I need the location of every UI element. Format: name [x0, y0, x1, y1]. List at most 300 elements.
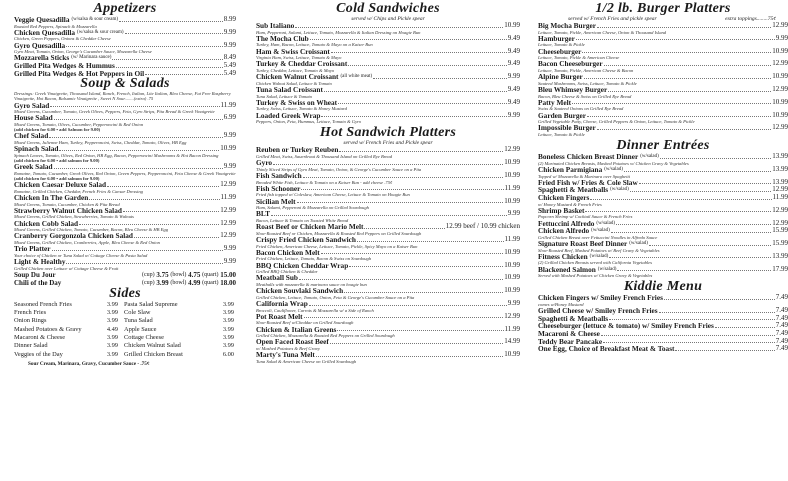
menu-item-name: Turkey & Swiss on Wheat [256, 97, 338, 107]
menu-item [256, 146, 520, 159]
menu-item [538, 35, 788, 48]
menu-item-name: Chicken Walnut Croissant [256, 72, 339, 82]
menu-item-price: 9.99 [507, 298, 520, 307]
menu-item-row [14, 114, 236, 122]
menu-item-description: Mixed Greens, Grilled Chicken, Strawberries, Tomato & Walnuts [14, 214, 134, 220]
menu-item-price: 7.49 [775, 321, 788, 330]
menu-item-row [256, 210, 520, 218]
sides-row [14, 334, 236, 342]
menu-item-price: 9.99 [507, 72, 520, 81]
menu-item [538, 194, 788, 207]
side-price: 3.99 [106, 309, 118, 317]
menu-item-row [538, 124, 788, 132]
burgers-subtitle: served w/ French Fries and pickle spear [568, 16, 657, 22]
menu-item-row [538, 73, 788, 81]
side-name: Pasta Salad Supreme [124, 300, 178, 308]
sides-heading: Sides [109, 285, 141, 301]
leader-dots [664, 294, 775, 300]
side-left [14, 326, 118, 334]
menu-item-price: 11.99 [504, 324, 520, 333]
leader-dots [348, 60, 506, 66]
menu-item-row [14, 145, 236, 153]
menu-item-price: 7.49 [775, 336, 788, 345]
menu-item-row [538, 253, 788, 261]
menu-item-row [538, 35, 788, 43]
menu-item-price: 11.99 [772, 192, 788, 201]
menu-item-name: Blackened Salmon [538, 264, 596, 274]
menu-item-name: Spinach Salad [14, 144, 59, 154]
menu-item [256, 22, 520, 35]
leader-dots [301, 185, 503, 191]
cold-subtitle: served w/ Chips and Pickle spear [351, 16, 425, 22]
menu-item-row [538, 60, 788, 68]
menu-item-name: Marty's Tuna Melt [256, 350, 315, 360]
leader-dots [616, 220, 771, 226]
menu-item-row [14, 16, 236, 24]
menu-item-price: 12.99 [772, 205, 788, 214]
leader-dots [609, 315, 775, 321]
sides-row [14, 309, 236, 317]
side-price: 3.99 [106, 333, 118, 341]
menu-item-price: 10.99 [504, 196, 520, 205]
menu-item [14, 16, 236, 29]
side-price: 3.99 [222, 333, 234, 341]
menu-item-note: (add chicken for 6.00 • add salmon for 9.00) [14, 157, 100, 163]
menu-item-description: Mixed Greens, Julienne Ham, Turkey, Pepperoncini, Swiss, Cheddar, Tomato, Olives, HB Egg [14, 139, 187, 145]
menu-item-size: (w/salad) [640, 154, 659, 160]
menu-item-size: (w/salad) [591, 228, 610, 234]
menu-item [538, 86, 788, 99]
menu-item-row [538, 345, 788, 353]
menu-item [538, 166, 788, 179]
menu-item-row [256, 99, 520, 107]
menu-item-name: Chicken Fingers w/ Smiley French Fries [538, 293, 663, 303]
menu-item-price: 12.99 [220, 180, 236, 189]
menu-item-row [538, 112, 788, 120]
leader-dots [611, 227, 771, 233]
dinner-heading: Dinner Entrées [616, 138, 710, 154]
appetizers-list [14, 16, 236, 77]
menu-item-description: Meatballs with mozzarella & marinara sauce on hoagie bun [256, 281, 367, 287]
menu-item-name: One Egg, Choice of Breakfast Meat & Toast [538, 344, 675, 354]
menu-item [256, 86, 520, 99]
menu-item-name: Ham & Swiss Croissant [256, 46, 330, 56]
menu-item [538, 345, 788, 353]
menu-item-description: Roasted Red Peppers, Spinach & Mozzarella [14, 23, 97, 29]
menu-item-name: Roast Beef or Chicken Mario Melt [256, 222, 364, 232]
leader-dots [357, 236, 504, 242]
menu-item-name: Spaghetti & Meatballs [538, 185, 609, 195]
menu-item-price: 9.99 [223, 40, 236, 49]
menu-item-price: 12.99 [772, 185, 788, 194]
menu-item-price: 12.99 [772, 84, 788, 93]
menu-item-description: Slow-Roasted Beef w/Cheddar on Grilled Sourdough [256, 320, 354, 326]
menu-item-description: Bacon, Lettuce & Tomato on Toasted White Bread [256, 217, 349, 223]
leader-dots [590, 194, 771, 200]
leader-dots [309, 300, 507, 306]
menu-item [14, 207, 236, 220]
leader-dots [119, 16, 223, 22]
menu-item-description: Spinach Leaves, Tomato, Olives, Red Onion, HB Egg, Bacon, Pepperoncini Mushrooms & Hot Bacon Dressing [14, 152, 219, 158]
menu-item-row [256, 223, 520, 231]
side-name: Veggies of the Day [14, 350, 63, 358]
menu-item-row [256, 198, 520, 206]
menu-item-price: 9.49 [507, 33, 520, 42]
side-price: 3.99 [106, 300, 118, 308]
menu-item-name: Gyro Quesadilla [14, 40, 66, 50]
soup-bowl-label: (bowl) [170, 271, 187, 278]
menu-item-description: Mixed Greens, Grilled Chicken, Tomato, Cucumber, Bacon, Bleu Cheese & HB Egg [14, 227, 169, 233]
menu-item [14, 258, 236, 271]
leader-dots [604, 60, 772, 66]
side-right [124, 334, 234, 342]
leader-dots [123, 207, 219, 213]
burgers-extra: extra toppings........75¢ [725, 16, 776, 22]
menu-item-name: Big Mocha Burger [538, 21, 596, 30]
menu-item-description: Grilled BBQ Chicken & Cheddar [256, 269, 318, 275]
side-name: Seasoned French Fries [14, 300, 72, 308]
menu-item-price: 10.99 [504, 260, 520, 269]
leader-dots [675, 345, 774, 351]
menu-item-description: Mixed Greens, Grilled Chicken, Cranberries, Apple, Bleu Cheese & Red Onion [14, 239, 160, 245]
menu-item-row [256, 146, 520, 154]
menu-item [14, 145, 236, 163]
menu-item-price: 10.99 [504, 247, 520, 256]
chili-quart-price: 18.00 [220, 278, 236, 287]
menu-item-price: 10.99 [772, 72, 788, 81]
menu-item-note: (add chicken for 6.00 • add Salmon for 9.00) [14, 127, 101, 133]
column-left [0, 0, 242, 481]
menu-item-name: Macaroni & Cheese [538, 328, 600, 338]
menu-item-price: 10.99 [220, 144, 236, 153]
leader-dots [116, 62, 223, 68]
menu-item-row [538, 166, 788, 174]
menu-item-price: 17.99 [772, 264, 788, 273]
menu-item-row [538, 48, 788, 56]
menu-item-row [538, 99, 788, 107]
menu-item-price: 12.99 [772, 218, 788, 227]
menu-item-name: Sub Italiano [256, 21, 295, 30]
leader-dots [373, 73, 507, 79]
menu-item-price: 12.99 [220, 218, 236, 227]
menu-item-row [256, 249, 520, 257]
leader-dots [79, 220, 219, 226]
menu-item-description: Chicken Walnut Salad, Lettuce & Tomato [256, 80, 332, 86]
menu-item-description: Your choice of Chicken or Tuna Salad w/ Cottage Cheese & Pasta Salad [14, 252, 148, 258]
menu-item-name: Open Faced Roast Beef [256, 337, 329, 347]
side-right [124, 317, 234, 325]
menu-item-row [538, 266, 788, 274]
leader-dots [295, 22, 503, 28]
menu-item-row [256, 262, 520, 270]
menu-item-row [538, 86, 788, 94]
menu-item-price: 12.99 [772, 123, 788, 132]
side-name: Chicken Walnut Salad [124, 342, 181, 350]
menu-item [538, 124, 788, 137]
leader-dots [321, 112, 506, 118]
menu-item-row [256, 338, 520, 346]
menu-item-price: 7.49 [775, 293, 788, 302]
menu-item [14, 194, 236, 207]
menu-item [538, 266, 788, 279]
menu-item-description: Popcorn Shrimp w/ Cocktail Sauce & French Fries [538, 214, 633, 220]
menu-item [256, 112, 520, 125]
menu-item-row [256, 60, 520, 68]
leader-dots [107, 181, 219, 187]
soup-du-jour-row [14, 271, 236, 279]
menu-item-row [538, 22, 788, 30]
soup-name: Soup Du Jour [14, 270, 56, 279]
menu-item-price: 13.99 [772, 251, 788, 260]
menu-item-description: Lettuce, Tomato, Pickle & American Cheese [538, 55, 620, 61]
soups-heading: Soup & Salads [80, 76, 170, 92]
side-price: 3.99 [106, 342, 118, 350]
menu-item-note: (add chicken for 6.00 • add salmon for 9.00) [14, 175, 100, 181]
leader-dots [316, 351, 503, 357]
menu-item-row [14, 102, 236, 110]
leader-dots [601, 330, 775, 336]
leader-dots [330, 338, 503, 344]
chili-cup-price: 3.99 [156, 278, 169, 287]
side-price: 4.49 [106, 325, 118, 333]
leader-dots [54, 114, 223, 120]
menu-item-size: (w/salad) [610, 187, 629, 193]
menu-item-name: Turkey & Cheddar Croissant [256, 59, 348, 69]
leader-dots [584, 73, 771, 79]
dressings-note: Dressings: Greek Vinaigrette, Thousand Island, Ranch, French, Italian, Lite Italian, Bleu Cheese, Fat Free Raspberry Vinaigrette, Hot Bacon, Balsamic Vinaigrette , Sweet N Sour........(extra) .75 [14, 91, 231, 102]
menu-item-row [14, 232, 236, 240]
menu-item-row [256, 35, 520, 43]
menu-item-row [256, 86, 520, 94]
side-price: 3.99 [106, 350, 118, 358]
leader-dots [324, 86, 507, 92]
leader-dots [582, 48, 771, 54]
menu-item [538, 240, 788, 253]
leader-dots [321, 249, 504, 255]
menu-item [14, 70, 236, 78]
menu-item-description: Breaded White Fish, Lettuce & Tomato on a Kaiser Bun - add cheese .75¢ [256, 179, 393, 185]
menu-item-name: Fish Schooner [256, 183, 301, 193]
leader-dots [587, 112, 771, 118]
menu-item-size: (all white meat) [340, 74, 373, 80]
menu-item-price: 13.99 [772, 164, 788, 173]
menu-item-name: Gyro [256, 158, 273, 168]
menu-item-description: Mixed Greens, Cucumber, Tomato, Greek Olives, Peppers, Feta, Gyro Strips, Pita Bread & Greek Vinaigrette [14, 109, 215, 115]
menu-item-row [256, 274, 520, 282]
side-price: 3.99 [222, 309, 234, 317]
side-price: 3.99 [222, 300, 234, 308]
menu-item-description: Ham, Pepperoni, Salami, Lettuce, Tomato, Mozzarella & Italian Dressing on Hoagie Bun [256, 29, 421, 35]
leader-dots [125, 29, 223, 35]
sides-row [14, 326, 236, 334]
leader-dots [303, 172, 504, 178]
side-left [14, 301, 118, 309]
side-name: Grilled Chicken Breast [124, 350, 183, 358]
leader-dots [59, 145, 219, 151]
menu-item-price: 9.49 [507, 97, 520, 106]
menu-item-price: 9.99 [775, 33, 788, 42]
menu-item-name: Chicken & Italian Greens [256, 324, 337, 334]
menu-item-price: 9.99 [223, 27, 236, 36]
menu-item [14, 29, 236, 42]
appetizers-heading: Appetizers [93, 1, 157, 16]
menu-item [14, 163, 236, 181]
leader-dots [660, 153, 771, 159]
menu-item [256, 236, 520, 249]
leader-dots [608, 86, 771, 92]
menu-item-price: 11.99 [220, 192, 236, 201]
menu-item-price: 15.99 [772, 238, 788, 247]
menu-item-name: Cheeseburger (lettuce & tomato) w/ Smiley French Fries [538, 321, 714, 331]
menu-item-price: 6.99 [223, 113, 236, 122]
menu-item-row [256, 22, 520, 30]
leader-dots [297, 198, 504, 204]
menu-item-row [256, 287, 520, 295]
menu-item-price: 8.99 [223, 15, 236, 23]
leader-dots [617, 266, 771, 272]
menu-item-description: Virginia Ham, Swiss, Lettuce, Tomato & Mayo [256, 55, 342, 61]
kiddie-list [538, 294, 788, 352]
menu-item-description: Gyro Meat, Tomato, Onion, George's Cucumber Sauce, Mozzarella Cheese [14, 49, 152, 55]
menu-item-description: Thinly Sliced Strips of Gyro Meat, Tomato, Onion, & George's Cucumber Sauce on a Pita [256, 166, 422, 172]
menu-item-price: 8.49 [223, 53, 236, 62]
menu-item-description: (2) Marinated Chicken Breasts, Mashed Potatoes w/ Chicken Gravy & Vegetables [538, 160, 689, 166]
side-left [14, 317, 118, 325]
dinner-list [538, 153, 788, 278]
menu-item-size: (w/salad) [629, 240, 648, 246]
menu-item-price: 9.99 [223, 256, 236, 265]
menu-item-name: Tuna Salad Croissant [256, 84, 323, 94]
menu-item-name: Grilled Pita Wedges & Hot Peppers in Oil [14, 68, 145, 78]
menu-item-name: Shrimp Basket [538, 205, 585, 215]
leader-dots [339, 146, 503, 152]
menu-item-description: Romaine, Tomato, Cucumber, Greek Olives, Red Onion, Green Peppers, Pepperoncini, Feta Cheese & Greek Vinaigrette [14, 170, 236, 176]
leader-dots [49, 132, 222, 138]
side-name: Dinner Salad [14, 342, 48, 350]
menu-item-name: House Salad [14, 113, 53, 123]
side-name: Mashed Potatoes & Gravy [14, 325, 82, 333]
menu-item-price: 12.99 [504, 145, 520, 154]
leader-dots [54, 163, 223, 169]
menu-item-description: Tuna Salad & American Cheese on Grilled Sourdough [256, 358, 357, 364]
menu-item [256, 351, 520, 364]
menu-item [256, 313, 520, 326]
menu-item-description: Fried fish topped w/ Coleslaw, American Cheese, Lettuce & Tomato on Hoagie Bun [256, 192, 410, 198]
menu-item-name: Garden Burger [538, 110, 587, 120]
menu-item-row [256, 185, 520, 193]
menu-item-description: Turkey, Ham, Bacon, Lettuce, Tomato & Mayo on a Kaiser Bun [256, 42, 373, 48]
menu-item-name: Chicken Cobb Salad [14, 218, 79, 228]
menu-item-price: 11.99 [504, 183, 520, 192]
leader-dots [331, 48, 507, 54]
leader-dots [572, 99, 771, 105]
leader-dots [609, 253, 771, 259]
side-right [124, 342, 234, 350]
menu-item-price: 14.99 [504, 337, 520, 346]
menu-item-description: w/ Mashed Potatoes & Beef Gravy [256, 345, 320, 351]
menu-item-price: 9.49 [507, 46, 520, 55]
kiddie-heading: Kiddie Menu [623, 279, 703, 295]
leader-dots [349, 262, 503, 268]
leader-dots [364, 223, 444, 229]
menu-item-row [256, 48, 520, 56]
side-name: Cole Slaw [124, 309, 151, 317]
side-right [124, 301, 234, 309]
menu-item-name: Spaghetti & Meatballs [538, 313, 609, 323]
side-left [14, 351, 118, 359]
menu-item-name: Strawberry Walnut Chicken Salad [14, 205, 122, 215]
menu-item-name: Sicilian Melt [256, 196, 296, 206]
menu-item-size: (w/salsa & sour cream) [71, 17, 118, 22]
menu-item-size: (w/salad) [597, 266, 617, 272]
menu-item-price: 7.49 [775, 306, 788, 315]
menu-item-price: 10.99 [772, 97, 788, 106]
menu-item-price: 5.49 [223, 60, 236, 69]
soups-list [14, 102, 236, 271]
menu-item-name: BLT [256, 209, 270, 219]
menu-item-row [14, 29, 236, 37]
menu-item-price: 9.49 [507, 59, 520, 68]
menu-item-price: 11.99 [220, 100, 236, 109]
menu-item-row [14, 207, 236, 215]
menu-item-description: Sauteed Mushrooms, Swiss, Lettuce, Tomato & Pickle [538, 80, 637, 86]
menu-item-price: 12.99 [220, 231, 236, 240]
menu-item-description: comes w/Honey Mustard [538, 301, 584, 307]
menu-item-price: 9.49 [507, 84, 520, 93]
menu-item-size: (w/ Marinara sauce) [71, 55, 112, 61]
menu-item-price: 13.99 [772, 177, 788, 186]
menu-item-row [256, 159, 520, 167]
menu-item-size: (w/salad) [596, 220, 616, 226]
menu-item-name: Grilled Pita Wedges & Hummus [14, 60, 115, 70]
leader-dots [338, 99, 507, 105]
side-left [14, 309, 118, 317]
leader-dots [66, 258, 222, 264]
menu-item-price: 9.99 [507, 209, 520, 218]
leader-dots [576, 35, 775, 41]
leader-dots [344, 287, 503, 293]
menu-item-name: Chef Salad [14, 131, 49, 141]
side-left [14, 334, 118, 342]
menu-item-price: 10.99 [504, 273, 520, 282]
menu-item-price: 7.49 [775, 328, 788, 337]
leader-dots [52, 245, 223, 251]
menu-item-name: Fried Fish w/ Fries & Cole Slaw [538, 177, 638, 187]
leader-dots [603, 338, 775, 344]
leader-dots [630, 186, 772, 192]
menu-item-row [256, 236, 520, 244]
menu-item-price: 7.49 [775, 344, 788, 353]
leader-dots [89, 194, 219, 200]
menu-item-description: Grilled Meat, Swiss, Sauerkraut & Thousand Island on Grilled Rye Bread [256, 153, 393, 159]
side-right [124, 309, 234, 317]
menu-item-name: Bacon Chicken Melt [256, 247, 320, 257]
menu-item-description: Bacon, Bleu Cheese & Swiss on Grilled Rye Bread [538, 93, 632, 99]
sides-note: Sour Cream, Marinara, Gravy, Cucumber Sauce - .75¢ [28, 360, 150, 367]
cold-list [256, 22, 520, 124]
burgers-list [538, 22, 788, 137]
menu-item-description: Romaine, Grilled Chicken, Cheddar, French Fries & Caesar Dressing [14, 188, 143, 194]
menu-item-description: Grilled Chicken, Lettuce, Tomato, Onion, Feta & George's Cucumber Sauce on a Pita [256, 294, 415, 300]
leader-dots [271, 210, 507, 216]
menu-item-description: Slow-Roasted Beef, Mashed Potatoes w/ Beef Gravy & Vegetables [538, 247, 660, 253]
menu-item [256, 172, 520, 185]
menu-item-row [256, 172, 520, 180]
menu-item-name: Loaded Greek Wrap [256, 110, 321, 120]
hot-subtitle: served w/ French Fries and Pickle spear [343, 140, 433, 147]
leader-dots [50, 102, 219, 108]
chili-bowl-label: (bowl) [170, 279, 187, 286]
